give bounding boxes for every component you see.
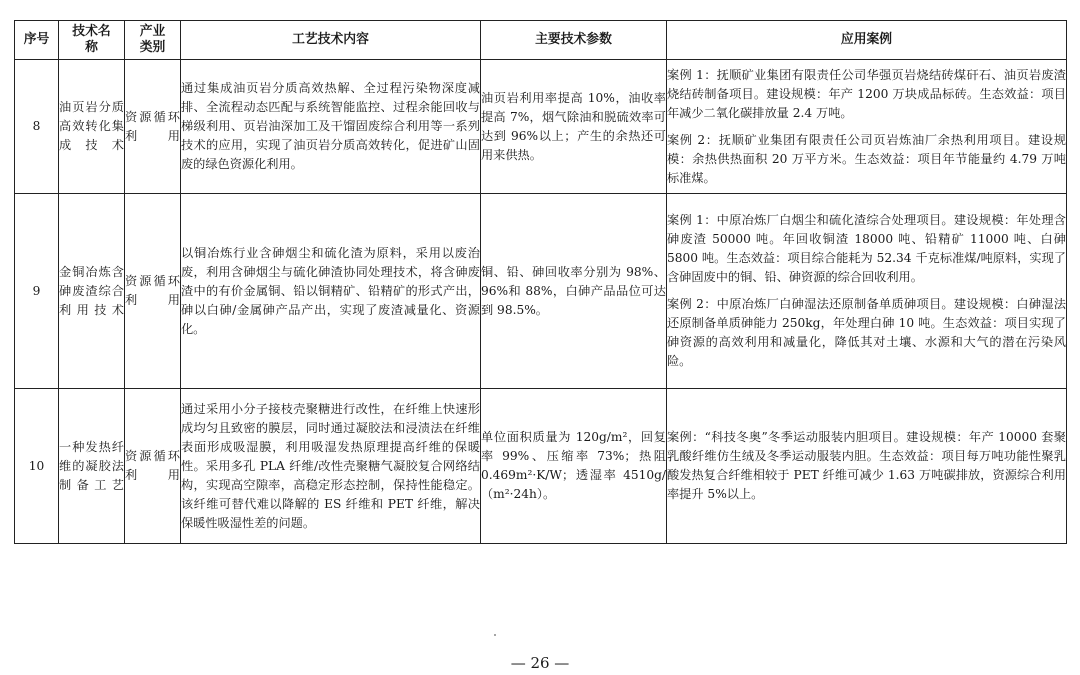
case-paragraph: 案例 2：抚顺矿业集团有限责任公司页岩炼油厂余热利用项目。建设规模：余热供热面积 20 万平方米。生态效益：项目年节能量约 4.79 万吨标准煤。	[667, 132, 1066, 185]
case-paragraph: 案例 1：抚顺矿业集团有限责任公司华强页岩烧结砖煤矸石、油页岩废渣烧结砖制备项目。建设规模：年产 1200 万块成品标砖。生态效益：项目年减少二氧化碳排放量 2.4 万吨。	[667, 67, 1066, 120]
row-number: 9	[15, 194, 59, 389]
header-no: 序号	[15, 21, 59, 60]
technology-name	[59, 194, 125, 389]
header-content: 工艺技术内容	[181, 21, 481, 60]
industry-category-text: 资源循环利用	[125, 274, 180, 307]
header-name-label: 技术名称	[72, 24, 111, 55]
table-row	[15, 389, 1067, 544]
technology-table	[14, 20, 1067, 544]
industry-category-text: 资源循环利用	[125, 449, 180, 482]
industry-category	[125, 60, 181, 194]
technology-name-text: 油页岩分质高效转化集成技术	[59, 100, 124, 152]
row-number: 10	[15, 389, 59, 544]
header-params: 主要技术参数	[481, 21, 667, 60]
application-cases	[667, 389, 1067, 544]
table-row	[15, 194, 1067, 389]
technology-name	[59, 60, 125, 194]
table-row	[15, 60, 1067, 194]
industry-category-text: 资源循环利用	[125, 109, 180, 143]
table-header-row	[15, 21, 1067, 60]
case-paragraph: 案例：“科技冬奥”冬季运动服装内胆项目。建设规模：年产 10000 套聚乳酸纤维仿生绒及冬季运动服装内胆。生态效益：项目每万吨功能性聚乳酸发热复合纤维相较于 PET 纤维可减少 1.63 万吨碳排放，资源综合利用率提升 5%以上。	[667, 430, 1066, 501]
technology-name-text: 金铜冶炼含砷废渣综合利用技术	[59, 264, 124, 317]
process-content: 通过集成油页岩分质高效热解、全过程污染物深度减排、全流程动态匹配与系统智能监控、过程余能回收与梯级利用、页岩油深加工及干馏固废综合利用等一系列技术的应用，实现了油页岩分质高效转化，促进矿山固废的绿色资源化利用。	[181, 60, 481, 194]
application-cases	[667, 194, 1067, 389]
technology-name	[59, 389, 125, 544]
process-content: 通过采用小分子接枝壳聚糖进行改性，在纤维上快速形成均匀且致密的膜层，同时通过凝胶法和浸渍法在纤维表面形成吸湿膜，利用吸湿发热原理提高纤维的保暖性。采用多孔 PLA 纤维/改性壳聚糖气凝胶复合网络结构，实现高空隙率，高稳定形态控制，保持性能稳定。该纤维可替代难以降解的 ES 纤维和 PET 纤维，解决保暖性吸湿性差的问题。	[181, 389, 481, 544]
row-number: 8	[15, 60, 59, 194]
technology-name-text: 一种发热纤维的凝胶法制备工艺	[59, 439, 124, 492]
header-category	[125, 21, 181, 60]
header-category-label: 产业类别	[139, 24, 166, 55]
case-paragraph: 案例 2：中原冶炼厂白砷湿法还原制备单质砷项目。建设规模：白砷湿法还原制备单质砷能力 250kg，年处理白砷 10 吨。生态效益：项目实现了砷资源的高效利用和减量化，降低其对土壤、水源和大气的潜在污染风险。	[667, 297, 1066, 368]
process-content: 以铜冶炼行业含砷烟尘和硫化渣为原料，采用以废治废，利用含砷烟尘与硫化砷渣协同处理技术，将含砷废渣中的有价金属铜、铅以铜精矿、铅精矿的形式产出，砷以白砷/金属砷产品产出，实现了废渣减量化、资源化。	[181, 194, 481, 389]
industry-category	[125, 194, 181, 389]
technical-params: 单位面积质量为 120g/m²，回复率 99%、压缩率 73%；热阻 0.469m²·K/W；透湿率 4510g/（m²·24h）。	[481, 389, 667, 544]
technical-params: 铜、铅、砷回收率分别为 98%、96%和 88%，白砷产品品位可达到 98.5%。	[481, 194, 667, 389]
page-number: — 26 —	[510, 654, 570, 672]
header-cases: 应用案例	[667, 21, 1067, 60]
industry-category	[125, 389, 181, 544]
scan-dot	[494, 634, 496, 636]
case-paragraph: 案例 1：中原冶炼厂白烟尘和硫化渣综合处理项目。建设规模：年处理含砷废渣 50000 吨。年回收铜渣 18000 吨、铅精矿 11000 吨、白砷 5800 吨。生态效益：项目综合能耗为 52.34 千克标准煤/吨原料，实现了含砷固废中的铜、铅、砷资源的综合回收利用。	[667, 213, 1066, 284]
header-name	[59, 21, 125, 60]
technical-params: 油页岩利用率提高 10%，油收率提高 7%，烟气除油和脱硫效率可达到 96%以上；产生的余热还可用来供热。	[481, 60, 667, 194]
application-cases	[667, 60, 1067, 194]
